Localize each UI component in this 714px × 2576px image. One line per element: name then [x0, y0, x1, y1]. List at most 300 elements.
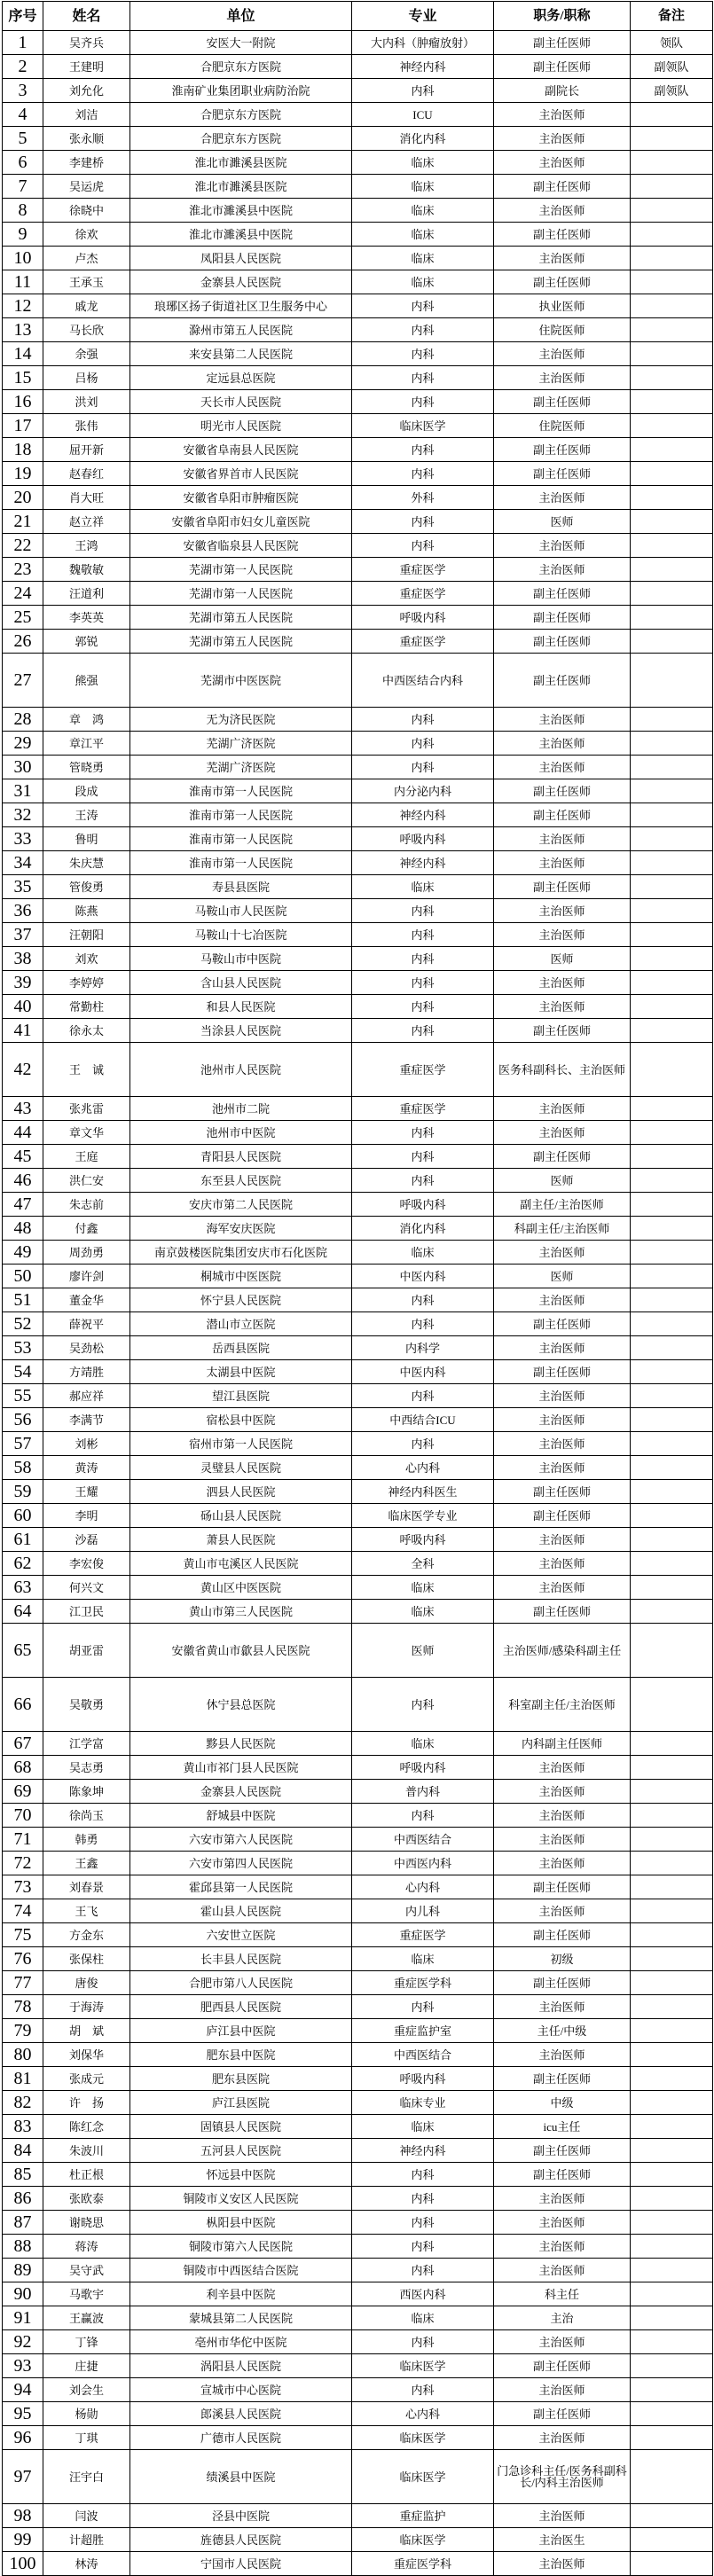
cell-note [631, 2450, 713, 2504]
cell-note [631, 630, 713, 654]
cell-major: 重症医学科 [352, 2552, 494, 2576]
table-row [3, 1995, 713, 2019]
cell-index: 23 [3, 558, 43, 582]
cell-title: 科主任 [494, 2282, 631, 2306]
cell-index: 70 [3, 1804, 43, 1828]
cell-name: 刘允化 [43, 79, 130, 103]
cell-unit: 马鞍山市人民医院 [130, 899, 352, 923]
cell-index: 32 [3, 803, 43, 827]
cell-note [631, 1145, 713, 1169]
cell-major: 外科 [352, 486, 494, 510]
cell-unit: 安徽省界首市人民医院 [130, 462, 352, 486]
cell-title: 主治医师 [494, 342, 631, 366]
table-row [3, 2187, 713, 2211]
cell-name: 李婷婷 [43, 971, 130, 995]
table-row [3, 1732, 713, 1756]
cell-title: 副主任/主治医师 [494, 1193, 631, 1217]
cell-index: 38 [3, 947, 43, 971]
cell-major: 内科 [352, 1432, 494, 1456]
cell-title: 副院长 [494, 79, 631, 103]
cell-title: 主治医师 [494, 2552, 631, 2576]
cell-unit: 太湖县中医院 [130, 1360, 352, 1384]
cell-note [631, 1852, 713, 1875]
cell-name: 章 鸿 [43, 708, 130, 732]
cell-note [631, 1624, 713, 1678]
table-row [3, 2378, 713, 2402]
table-row [3, 923, 713, 947]
cell-index: 87 [3, 2211, 43, 2235]
cell-major: 神经内科 [352, 803, 494, 827]
cell-major: 临床医学 [352, 2450, 494, 2504]
cell-major: 内科 [352, 1145, 494, 1169]
cell-major: ICU [352, 103, 494, 127]
cell-index: 73 [3, 1875, 43, 1899]
cell-major: 内科 [352, 1804, 494, 1828]
cell-unit: 旌德县人民医院 [130, 2528, 352, 2552]
cell-note [631, 1408, 713, 1432]
cell-name: 刘欢 [43, 947, 130, 971]
cell-title: 主治医师 [494, 756, 631, 779]
cell-index: 82 [3, 2091, 43, 2115]
table-row [3, 390, 713, 414]
cell-unit: 肥东县中医院 [130, 2043, 352, 2067]
cell-note [631, 756, 713, 779]
cell-note [631, 732, 713, 756]
cell-name: 戚龙 [43, 294, 130, 318]
table-row [3, 756, 713, 779]
cell-title: 副主任医师 [494, 803, 631, 827]
cell-title: 主治医师 [494, 1576, 631, 1600]
cell-title: 副主任医师 [494, 438, 631, 462]
cell-title: 主治医师 [494, 2378, 631, 2402]
cell-major: 临床医学 [352, 414, 494, 438]
cell-note [631, 2091, 713, 2115]
cell-note [631, 654, 713, 708]
cell-note [631, 199, 713, 223]
cell-unit: 芜湖市中医医院 [130, 654, 352, 708]
cell-note [631, 2019, 713, 2043]
cell-index: 92 [3, 2330, 43, 2354]
cell-major: 临床 [352, 1576, 494, 1600]
cell-title: 医师 [494, 510, 631, 534]
table-row [3, 1241, 713, 1265]
cell-name: 朱波川 [43, 2139, 130, 2163]
table-row [3, 2163, 713, 2187]
cell-title: 主治医师 [494, 151, 631, 175]
cell-index: 83 [3, 2115, 43, 2139]
cell-major: 临床 [352, 875, 494, 899]
cell-unit: 芜湖市第一人民医院 [130, 582, 352, 606]
cell-index: 95 [3, 2402, 43, 2426]
cell-major: 内科 [352, 1019, 494, 1043]
cell-name: 李宏俊 [43, 1552, 130, 1576]
cell-title: 主治医师 [494, 1899, 631, 1923]
cell-major: 重症医学 [352, 558, 494, 582]
table-row [3, 2504, 713, 2528]
cell-unit: 合肥京东方医院 [130, 127, 352, 151]
cell-major: 心内科 [352, 1456, 494, 1480]
cell-unit: 黄山市祁门县人民医院 [130, 1756, 352, 1780]
cell-title: 副主任医师 [494, 1480, 631, 1504]
cell-index: 44 [3, 1121, 43, 1145]
cell-note [631, 294, 713, 318]
cell-name: 王 诚 [43, 1043, 130, 1097]
table-row [3, 2306, 713, 2330]
cell-index: 88 [3, 2235, 43, 2259]
cell-note [631, 1097, 713, 1121]
cell-name: 胡亚雷 [43, 1624, 130, 1678]
cell-unit: 广德市人民医院 [130, 2426, 352, 2450]
cell-unit: 安徽省阜阳市肿瘤医院 [130, 486, 352, 510]
cell-note [631, 1528, 713, 1552]
cell-unit: 安庆市第二人民医院 [130, 1193, 352, 1217]
cell-index: 40 [3, 995, 43, 1019]
cell-name: 徐永太 [43, 1019, 130, 1043]
header-unit: 单位 [130, 2, 352, 31]
table-row [3, 779, 713, 803]
cell-unit: 枞阳县中医院 [130, 2211, 352, 2235]
cell-title: 主治医师 [494, 2259, 631, 2282]
table-row [3, 79, 713, 103]
cell-unit: 望江县医院 [130, 1384, 352, 1408]
cell-title: 副主任医师 [494, 606, 631, 630]
table-row [3, 654, 713, 708]
cell-index: 86 [3, 2187, 43, 2211]
cell-note [631, 2306, 713, 2330]
cell-name: 王鸿 [43, 534, 130, 558]
cell-title: 副主任医师 [494, 1504, 631, 1528]
table-row [3, 1480, 713, 1504]
cell-note [631, 1875, 713, 1899]
table-row [3, 486, 713, 510]
cell-index: 39 [3, 971, 43, 995]
cell-unit: 蒙城县第二人民医院 [130, 2306, 352, 2330]
cell-unit: 金寨县人民医院 [130, 1780, 352, 1804]
cell-name: 王建明 [43, 55, 130, 79]
cell-index: 46 [3, 1169, 43, 1193]
table-row [3, 2330, 713, 2354]
cell-name: 常勤柱 [43, 995, 130, 1019]
cell-index: 35 [3, 875, 43, 899]
cell-unit: 安徽省黄山市歙县人民医院 [130, 1624, 352, 1678]
cell-note [631, 2235, 713, 2259]
cell-index: 22 [3, 534, 43, 558]
cell-index: 96 [3, 2426, 43, 2450]
cell-name: 杨勋 [43, 2402, 130, 2426]
table-row [3, 1384, 713, 1408]
cell-title: 副主任医师 [494, 31, 631, 55]
cell-name: 王庭 [43, 1145, 130, 1169]
table-row [3, 1828, 713, 1852]
header-major: 专业 [352, 2, 494, 31]
cell-title: 主治 [494, 2306, 631, 2330]
cell-note [631, 779, 713, 803]
cell-index: 26 [3, 630, 43, 654]
cell-note [631, 1804, 713, 1828]
cell-name: 朱志前 [43, 1193, 130, 1217]
cell-unit: 休宁县总医院 [130, 1678, 352, 1732]
cell-title: 主治医师 [494, 732, 631, 756]
cell-name: 廖许剑 [43, 1265, 130, 1288]
cell-major: 重症医学 [352, 630, 494, 654]
cell-unit: 马鞍山十七冶医院 [130, 923, 352, 947]
cell-name: 丁琪 [43, 2426, 130, 2450]
cell-title: 副主任医师 [494, 55, 631, 79]
cell-title: 主治医师 [494, 2187, 631, 2211]
cell-note [631, 2187, 713, 2211]
cell-name: 闫波 [43, 2504, 130, 2528]
cell-index: 80 [3, 2043, 43, 2067]
cell-unit: 含山县人民医院 [130, 971, 352, 995]
cell-major: 内科 [352, 947, 494, 971]
cell-major: 重症监护 [352, 2504, 494, 2528]
cell-major: 呼吸内科 [352, 1756, 494, 1780]
cell-index: 67 [3, 1732, 43, 1756]
cell-unit: 亳州市华佗中医院 [130, 2330, 352, 2354]
cell-title: 医师 [494, 1169, 631, 1193]
cell-major: 呼吸内科 [352, 606, 494, 630]
cell-index: 54 [3, 1360, 43, 1384]
cell-unit: 固镇县人民医院 [130, 2115, 352, 2139]
cell-unit: 芜湖广济医院 [130, 756, 352, 779]
cell-note [631, 1756, 713, 1780]
cell-name: 李满节 [43, 1408, 130, 1432]
table-row [3, 2091, 713, 2115]
cell-name: 段成 [43, 779, 130, 803]
cell-title: 内科副主任医师 [494, 1732, 631, 1756]
cell-unit: 安徽省阜南县人民医院 [130, 438, 352, 462]
cell-note [631, 2354, 713, 2378]
cell-name: 李明 [43, 1504, 130, 1528]
cell-title: 主治医师 [494, 2235, 631, 2259]
cell-major: 内科 [352, 2330, 494, 2354]
cell-major: 内科 [352, 899, 494, 923]
cell-name: 张成元 [43, 2067, 130, 2091]
cell-title: 主治医师 [494, 1852, 631, 1875]
cell-major: 医师 [352, 1624, 494, 1678]
cell-title: 副主任医师 [494, 1875, 631, 1899]
cell-major: 临床 [352, 1732, 494, 1756]
table-row [3, 1528, 713, 1552]
cell-unit: 淮北市濉溪县医院 [130, 151, 352, 175]
cell-name: 吴齐兵 [43, 31, 130, 55]
cell-index: 57 [3, 1432, 43, 1456]
cell-note [631, 803, 713, 827]
table-row [3, 438, 713, 462]
cell-index: 58 [3, 1456, 43, 1480]
cell-index: 18 [3, 438, 43, 462]
cell-major: 临床 [352, 223, 494, 247]
cell-note [631, 1241, 713, 1265]
cell-unit: 淮南市第一人民医院 [130, 851, 352, 875]
cell-major: 临床医学 [352, 2426, 494, 2450]
cell-note [631, 462, 713, 486]
cell-title: 副主任医师 [494, 779, 631, 803]
table-row [3, 1408, 713, 1432]
cell-title: 主治医师 [494, 127, 631, 151]
cell-name: 韩勇 [43, 1828, 130, 1852]
cell-title: 科副主任/主治医师 [494, 1217, 631, 1241]
cell-name: 赵春红 [43, 462, 130, 486]
cell-name: 刘春景 [43, 1875, 130, 1899]
cell-index: 91 [3, 2306, 43, 2330]
cell-major: 内科 [352, 1995, 494, 2019]
cell-name: 陈燕 [43, 899, 130, 923]
cell-title: 主治医师 [494, 708, 631, 732]
cell-note [631, 318, 713, 342]
cell-major: 中医内科 [352, 1360, 494, 1384]
cell-unit: 宣城市中心医院 [130, 2378, 352, 2402]
cell-index: 25 [3, 606, 43, 630]
cell-title: 主治医师 [494, 1804, 631, 1828]
cell-name: 张保柱 [43, 1947, 130, 1971]
cell-major: 临床 [352, 1947, 494, 1971]
table-row [3, 103, 713, 127]
cell-title: 副主任医师 [494, 2067, 631, 2091]
table-row [3, 875, 713, 899]
cell-index: 28 [3, 708, 43, 732]
cell-note [631, 582, 713, 606]
cell-major: 中西医结合 [352, 1828, 494, 1852]
table-row [3, 1971, 713, 1995]
cell-unit: 砀山县人民医院 [130, 1504, 352, 1528]
cell-title: 医师 [494, 1265, 631, 1288]
cell-major: 临床 [352, 175, 494, 199]
cell-major: 心内科 [352, 1875, 494, 1899]
cell-unit: 青阳县人民医院 [130, 1145, 352, 1169]
cell-name: 唐俊 [43, 1971, 130, 1995]
cell-name: 王赢波 [43, 2306, 130, 2330]
cell-index: 9 [3, 223, 43, 247]
table-row [3, 55, 713, 79]
cell-name: 王鑫 [43, 1852, 130, 1875]
table-row [3, 247, 713, 270]
cell-major: 内科 [352, 756, 494, 779]
cell-unit: 天长市人民医院 [130, 390, 352, 414]
cell-index: 13 [3, 318, 43, 342]
table-row [3, 1552, 713, 1576]
cell-major: 呼吸内科 [352, 2067, 494, 2091]
cell-name: 卢杰 [43, 247, 130, 270]
cell-unit: 六安世立医院 [130, 1923, 352, 1947]
cell-unit: 淮南矿业集团职业病防治院 [130, 79, 352, 103]
cell-index: 79 [3, 2019, 43, 2043]
cell-index: 14 [3, 342, 43, 366]
table-row [3, 1576, 713, 1600]
cell-major: 临床专业 [352, 2091, 494, 2115]
cell-note [631, 438, 713, 462]
cell-name: 方金东 [43, 1923, 130, 1947]
table-row [3, 2426, 713, 2450]
header-title: 职务/职称 [494, 2, 631, 31]
cell-major: 内科 [352, 462, 494, 486]
cell-note [631, 342, 713, 366]
cell-index: 20 [3, 486, 43, 510]
cell-title: 科室副主任/主治医师 [494, 1678, 631, 1732]
cell-note [631, 534, 713, 558]
cell-index: 11 [3, 270, 43, 294]
cell-title: 主治医师 [494, 1241, 631, 1265]
cell-title: 主治医师 [494, 247, 631, 270]
table-row [3, 630, 713, 654]
cell-title: 主治医生 [494, 2528, 631, 2552]
cell-index: 97 [3, 2450, 43, 2504]
cell-title: 主治医师 [494, 199, 631, 223]
cell-note [631, 708, 713, 732]
cell-note [631, 247, 713, 270]
table-row [3, 2450, 713, 2504]
cell-major: 临床 [352, 2306, 494, 2330]
cell-major: 临床医学专业 [352, 1504, 494, 1528]
cell-name: 沙磊 [43, 1528, 130, 1552]
table-row [3, 1875, 713, 1899]
cell-unit: 池州市中医院 [130, 1121, 352, 1145]
table-row [3, 2115, 713, 2139]
cell-note: 领队 [631, 31, 713, 55]
cell-unit: 郎溪县人民医院 [130, 2402, 352, 2426]
cell-note [631, 875, 713, 899]
cell-unit: 无为济民医院 [130, 708, 352, 732]
cell-unit: 安徽省阜阳市妇女儿童医院 [130, 510, 352, 534]
cell-unit: 舒城县中医院 [130, 1804, 352, 1828]
cell-title: 住院医师 [494, 318, 631, 342]
cell-index: 98 [3, 2504, 43, 2528]
cell-title: 副主任医师 [494, 1145, 631, 1169]
cell-index: 2 [3, 55, 43, 79]
cell-unit: 岳西县医院 [130, 1336, 352, 1360]
table-row [3, 1804, 713, 1828]
cell-index: 50 [3, 1265, 43, 1288]
cell-unit: 安医大一附院 [130, 31, 352, 55]
cell-index: 24 [3, 582, 43, 606]
cell-note [631, 223, 713, 247]
cell-note [631, 1995, 713, 2019]
table-row [3, 851, 713, 875]
cell-name: 洪刘 [43, 390, 130, 414]
cell-title: 主治医师 [494, 1528, 631, 1552]
cell-title: 主治医师 [494, 2330, 631, 2354]
cell-major: 内科 [352, 79, 494, 103]
cell-name: 汪朝阳 [43, 923, 130, 947]
cell-major: 呼吸内科 [352, 1528, 494, 1552]
table-row [3, 1193, 713, 1217]
cell-name: 吕杨 [43, 366, 130, 390]
cell-unit: 五河县人民医院 [130, 2139, 352, 2163]
cell-title: 主治医师 [494, 1408, 631, 1432]
table-body [3, 31, 713, 2576]
cell-name: 马长欣 [43, 318, 130, 342]
header-index: 序号 [3, 2, 43, 31]
cell-major: 重症医学 [352, 1923, 494, 1947]
cell-index: 3 [3, 79, 43, 103]
cell-index: 89 [3, 2259, 43, 2282]
cell-index: 68 [3, 1756, 43, 1780]
table-row [3, 1043, 713, 1097]
cell-unit: 铜陵市第六人民医院 [130, 2235, 352, 2259]
cell-title: 副主任医师 [494, 2354, 631, 2378]
cell-note [631, 1947, 713, 1971]
cell-index: 60 [3, 1504, 43, 1528]
cell-name: 何兴文 [43, 1576, 130, 1600]
cell-name: 余强 [43, 342, 130, 366]
cell-title: 主治医师 [494, 558, 631, 582]
table-row [3, 31, 713, 55]
cell-index: 69 [3, 1780, 43, 1804]
cell-title: 主治医师 [494, 1336, 631, 1360]
cell-unit: 六安市第六人民医院 [130, 1828, 352, 1852]
cell-index: 77 [3, 1971, 43, 1995]
cell-note [631, 923, 713, 947]
